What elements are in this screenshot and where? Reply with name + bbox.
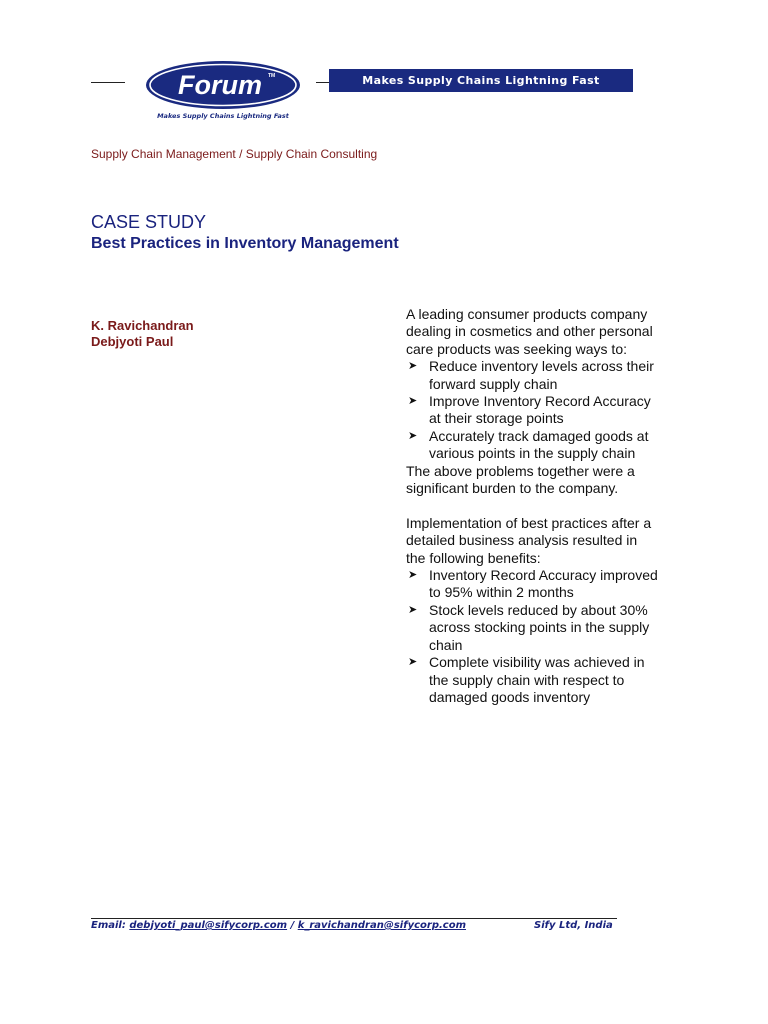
case-study-body bbox=[406, 306, 686, 706]
logo-wordmark: Forum bbox=[178, 70, 262, 100]
footer-rule bbox=[91, 918, 617, 919]
page-title: Best Practices in Inventory Management bbox=[91, 235, 399, 252]
author-name: K. Ravichandran bbox=[91, 318, 194, 333]
list-item: ➤ Inventory Record Accuracy improved to 95% within 2 months bbox=[408, 567, 658, 601]
breadcrumb: Supply Chain Management / Supply Chain Consulting bbox=[91, 147, 378, 161]
email-link-debjyoti[interactable]: debjyoti_paul@sifycorp.com bbox=[129, 920, 288, 931]
arrow-bullet-icon: ➤ bbox=[408, 429, 418, 442]
email-label: Email: bbox=[91, 920, 126, 931]
company-location: Sify Ltd, India bbox=[534, 920, 613, 931]
logo-subtitle: Makes Supply Chains Lightning Fast bbox=[157, 112, 289, 120]
header-rule-right bbox=[316, 82, 329, 83]
forum-logo-graphic bbox=[144, 59, 304, 122]
list-item: ➤ Stock levels reduced by about 30% across stocking points in the supply chain bbox=[408, 601, 650, 653]
list-item: ➤ Accurately track damaged goods at various points in the supply chain bbox=[408, 427, 649, 462]
intro-paragraph: A leading consumer products company dealing in cosmetics and other personal care products was seeking ways to: bbox=[406, 306, 653, 357]
list-item: ➤ Improve Inventory Record Accuracy at their storage points bbox=[408, 393, 651, 427]
list-item: ➤ Reduce inventory levels across their forward supply chain bbox=[408, 358, 654, 392]
author-name: Debjyoti Paul bbox=[91, 334, 174, 349]
benefits-list bbox=[406, 567, 686, 706]
list-item: ➤ Complete visibility was achieved in the supply chain with respect to damaged goods inventory bbox=[408, 654, 645, 705]
arrow-bullet-icon: ➤ bbox=[408, 360, 418, 373]
logo-trademark: TM bbox=[268, 73, 276, 79]
footer bbox=[91, 920, 617, 931]
tagline-banner: Makes Supply Chains Lightning Fast bbox=[329, 69, 633, 92]
arrow-bullet-icon: ➤ bbox=[408, 569, 418, 582]
case-study-label: CASE STUDY bbox=[91, 212, 207, 232]
arrow-bullet-icon: ➤ bbox=[408, 395, 418, 408]
results-paragraph: Implementation of best practices after a detailed business analysis resulted in the following benefits: bbox=[406, 514, 652, 566]
email-link-ravichandran[interactable]: k_ravichandran@sifycorp.com bbox=[297, 920, 467, 931]
arrow-bullet-icon: ➤ bbox=[408, 656, 418, 669]
goals-list bbox=[406, 358, 686, 462]
header-rule-left bbox=[91, 82, 125, 83]
arrow-bullet-icon: ➤ bbox=[408, 603, 418, 616]
forum-logo bbox=[144, 59, 304, 122]
problem-paragraph: The above problems together were a significant burden to the company. bbox=[406, 462, 635, 497]
email-separator: / bbox=[290, 920, 295, 931]
